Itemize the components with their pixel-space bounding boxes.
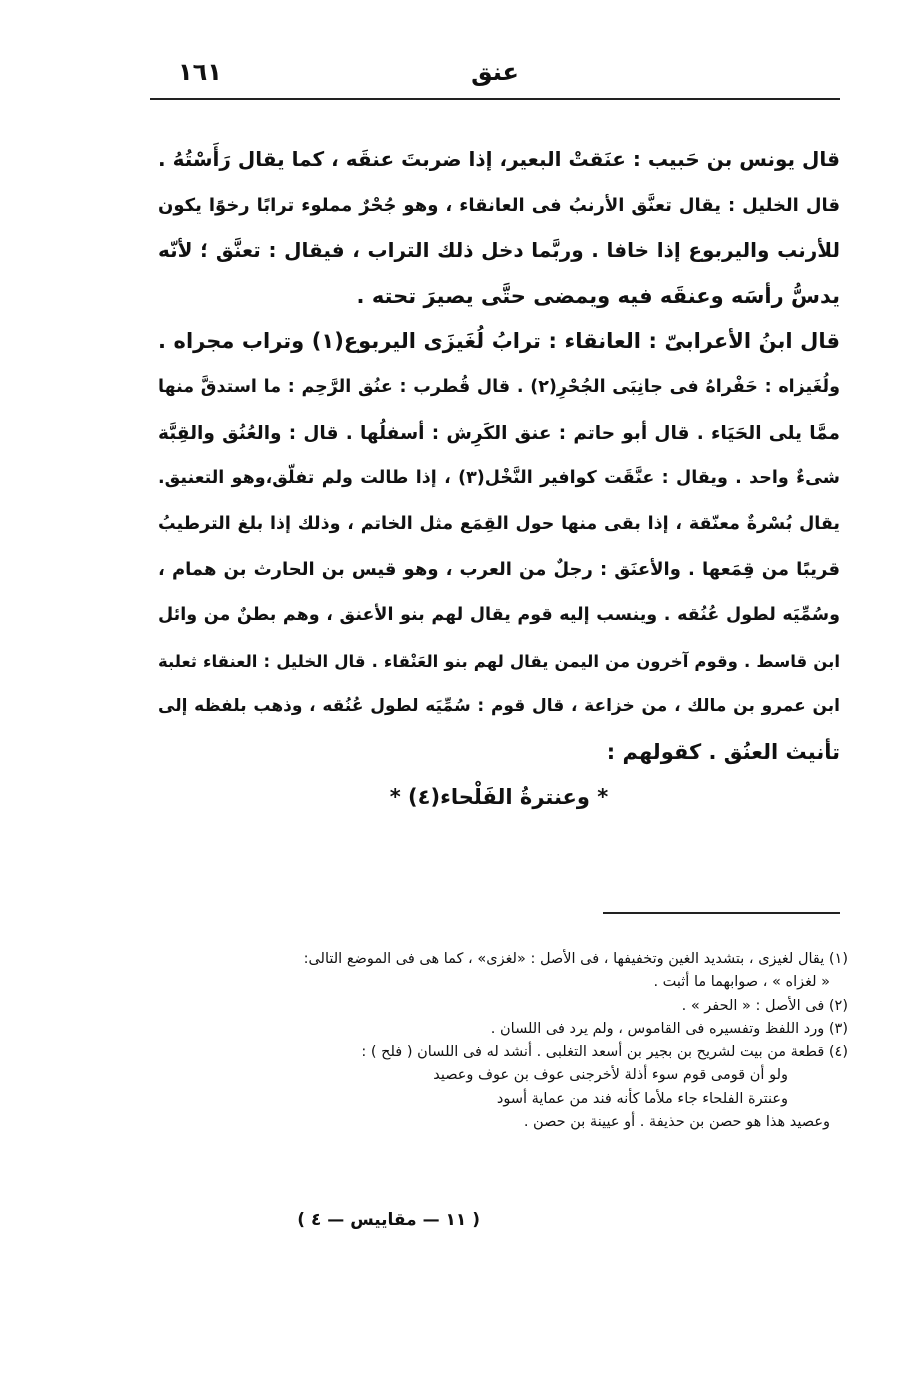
- text-line: قال الخليل : يقال تعنَّق الأرنبُ فى العانقاء ، وهو جُحْرٌ مملوء ترابًا رخوًا يكون: [158, 194, 840, 216]
- header-rule: [150, 98, 840, 100]
- text-line: شىءٌ واحد . ويقال : عنَّقَت كوافير النَّخْل(٣) ، إذا طالت ولم تفلّق،وهو التعنيق.: [158, 468, 840, 489]
- text-line: للأرنب واليربوع إذا خافا . وربَّما دخل ذلك التراب ، فيقال : تعنَّق ؛ لأنّه: [158, 238, 840, 263]
- footnote-verse: وعنترة الفلحاء جاء ملأما كأنه فند من عماية أسود: [496, 1090, 788, 1107]
- text-line: يقال بُسْرةٌ معنّقة ، إذا بقى منها حول القِمَع مثل الخاتم ، وذلك إذا بلغ الترطيبُ: [158, 513, 840, 534]
- footnote-verse: ولو أن قومى قوم سوء أذلة لأخرجنى عوف بن عوف وعصيد: [433, 1067, 788, 1084]
- footnote-line: (١) يقال لغيزى ، بتشديد الغين وتخفيفها ، فى الأصل : «لغزى» ، كما هى فى الموضع التالى:: [303, 951, 848, 967]
- text-line: قال ابنُ الأعرابىّ : العانقاء : ترابُ لُغَيزَى اليربوع(١) وتراب مجراه .: [158, 329, 840, 354]
- page-number: ١٦١: [178, 58, 222, 86]
- text-line: قريبًا من قِمَعها . والأعنَق : رجلٌ من العرب ، وهو قيس بن الحارث بن همام ،: [158, 559, 840, 581]
- text-line: وسُمِّيَه لطول عُنُقه . وينسب إليه قوم يقال لهم بنو الأعنق ، وهم بطنٌ من وائل: [158, 604, 840, 625]
- page-title: عنق: [471, 58, 519, 86]
- footnote-line: وعصيد هذا هو حصن بن حذيفة . أو عيينة بن حصن .: [523, 1114, 830, 1131]
- signature-footer: ( ١١ — مقاييس — ٤ ): [297, 1210, 480, 1230]
- text-line: يدسُّ رأسَه وعنقَه فيه ويمضى حتَّى يصيرَ تحته .: [356, 283, 840, 308]
- page-header: [150, 58, 840, 100]
- main-text: [158, 137, 840, 821]
- text-line: تأنيث العنُق . كقولهم :: [606, 739, 840, 764]
- text-line: ابن عمرو بن مالك ، من خزاعة ، قال قوم : سُمِّيَه لطول عُنُقه ، وذهب بلفظه إلى: [158, 696, 840, 717]
- footnote-line: « لغزاه » ، صوابهما ما أثبت .: [653, 974, 830, 991]
- footnote-line: (٣) ورد اللفظ وتفسيره فى القاموس ، ولم يرد فى اللسان .: [490, 1020, 848, 1037]
- text-line: ابن قاسط . وقوم آخرون من اليمن يقال لهم بنو العَنْقاء . قال الخليل : العنقاء ثعلبة: [158, 651, 840, 671]
- text-line: ولُغَيزاه : حَفْراهُ فى جانِبَى الجُحْرِ(٢) . قال قُطرب : عنُق الرَّحِم : ما استدقَّ منها: [158, 376, 841, 397]
- footnote-separator: [603, 912, 840, 914]
- footnote-line: (٢) فى الأصل : « الحفر » .: [681, 997, 848, 1014]
- footnote-line: (٤) قطعة من بيت لشريح بن بجير بن أسعد التغلبى . أنشد له فى اللسان ( فلح ) :: [361, 1044, 848, 1061]
- footnotes: [158, 948, 848, 1134]
- text-line: ممَّا يلى الحَيَاء . قال أبو حاتم : عنق الكَرِش : أسفلُها . قال : والعُنُق والقِبَّة: [158, 422, 840, 444]
- text-line: قال يونس بن حَبيب : عنَقتْ البعير، إذا ضربتَ عنقَه ، كما يقال رَأَسْتُهُ .: [158, 147, 840, 171]
- verse-line: * وعنترةُ الفَلْحاء(٤) *: [389, 785, 609, 810]
